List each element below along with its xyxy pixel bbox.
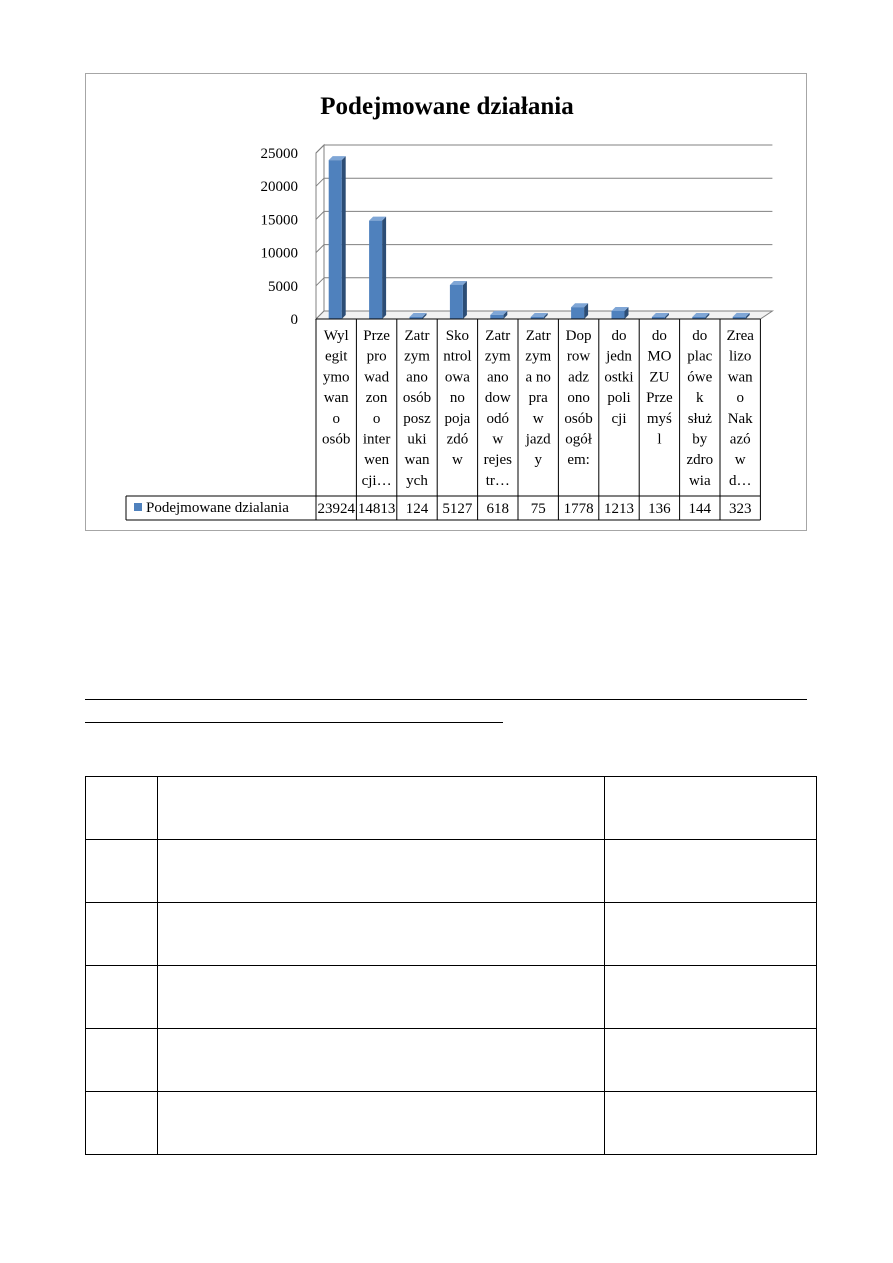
side-wall [316, 145, 324, 319]
category-label: no [449, 390, 465, 407]
category-label: lizo [728, 348, 752, 365]
data-value-label: 5127 [442, 501, 473, 517]
table-cell [86, 903, 158, 966]
data-value-label: 618 [486, 501, 510, 517]
category-label: by [692, 431, 708, 448]
category-label: ych [406, 472, 428, 489]
empty-table [85, 776, 817, 1155]
category-label: ano [406, 369, 428, 386]
category-label: ZU [649, 369, 670, 386]
table-row [86, 903, 817, 966]
category-label: uki [407, 431, 427, 448]
category-label: Wyl [323, 328, 349, 344]
category-label: zdó [446, 431, 469, 448]
table-cell [157, 903, 604, 966]
category-label: dow [484, 390, 511, 407]
category-label: w [734, 452, 746, 469]
category-label: d… [728, 472, 752, 489]
bar [571, 307, 584, 319]
table-cell [86, 777, 158, 840]
bar [450, 285, 463, 319]
table-cell [157, 777, 604, 840]
category-label: zon [365, 390, 388, 407]
category-label: em: [567, 452, 590, 469]
category-label: adz [568, 369, 590, 386]
category-label: w [532, 410, 544, 427]
category-label: ówe [687, 369, 713, 386]
category-label: ogół [565, 431, 592, 448]
category-label: Zatr [485, 328, 511, 344]
category-label: wan [404, 452, 430, 469]
category-label: wad [364, 369, 390, 386]
category-label: wen [364, 452, 390, 469]
table-cell [86, 1029, 158, 1092]
table-cell [605, 903, 817, 966]
category-label: wan [323, 390, 349, 407]
data-value-label: 75 [530, 501, 546, 517]
category-label: Zatr [404, 328, 430, 344]
category-label: l [657, 431, 662, 448]
data-value-label: 124 [405, 501, 429, 517]
y-tick-label: 10000 [260, 245, 298, 262]
bar-side [342, 156, 346, 319]
y-tick-label: 5000 [268, 278, 298, 295]
category-label: posz [403, 410, 431, 427]
data-value-label: 323 [728, 501, 752, 517]
category-label: jazd [525, 431, 551, 448]
category-label: o [372, 410, 381, 427]
category-label: rejes [483, 452, 512, 469]
category-label: w [451, 452, 463, 469]
category-label: poli [607, 390, 631, 407]
category-label: Prze [363, 328, 390, 344]
category-label: jedn [606, 348, 632, 365]
y-tick-label: 0 [290, 312, 298, 328]
category-label: k [696, 390, 704, 407]
category-label: Nak [727, 410, 753, 427]
category-label: ano [486, 369, 509, 386]
category-label: tr… [485, 472, 510, 489]
category-label: osób [564, 410, 593, 427]
category-label: Dop [565, 328, 592, 344]
category-label: do [692, 328, 708, 344]
table-cell [605, 966, 817, 1029]
category-label: Sko [445, 328, 470, 344]
category-label: do [651, 328, 667, 344]
table-cell [605, 1092, 817, 1155]
data-value-label: 1213 [604, 501, 634, 517]
category-label: zdro [686, 452, 714, 469]
legend-label: Podejmowane dzialania [146, 500, 289, 516]
bar-side [382, 217, 386, 319]
data-value-label: 136 [648, 501, 671, 517]
table-cell [86, 1092, 158, 1155]
category-label: Zrea [726, 328, 754, 344]
category-label: inter [362, 431, 391, 448]
category-label: zym [404, 348, 430, 365]
table-row [86, 840, 817, 903]
category-label: Prze [646, 390, 673, 407]
y-tick-label: 15000 [260, 212, 298, 229]
category-label: MO [647, 348, 672, 365]
category-label: do [611, 328, 627, 344]
category-label: o [736, 390, 744, 407]
bar [329, 160, 342, 319]
category-label: row [566, 348, 591, 365]
underline-rule-2 [85, 722, 503, 723]
category-label: owa [444, 369, 470, 386]
table-cell [605, 840, 817, 903]
table-row [86, 1092, 817, 1155]
category-label: ono [567, 390, 590, 407]
legend-swatch [134, 503, 142, 511]
category-label: zym [484, 348, 511, 365]
category-label: ymo [322, 369, 350, 386]
category-label: osób [402, 390, 432, 407]
table-row [86, 1029, 817, 1092]
chart-frame [85, 73, 807, 531]
category-label: Zatr [525, 328, 551, 344]
category-label: osób [322, 431, 351, 448]
category-label: odó [486, 410, 510, 427]
category-label: ntrol [443, 348, 472, 365]
category-label: pra [528, 390, 548, 407]
table-cell [605, 777, 817, 840]
category-label: o [332, 410, 340, 427]
category-label: pro [366, 348, 387, 365]
bar [490, 315, 503, 319]
category-label: azó [729, 431, 751, 448]
category-label: wia [688, 472, 711, 489]
y-tick-label: 25000 [260, 146, 298, 162]
category-label: y [534, 452, 542, 469]
chart-title: Podejmowane działania [320, 93, 574, 120]
data-value-label: 144 [688, 501, 712, 517]
category-label: a no [525, 369, 551, 386]
category-label: służ [687, 410, 712, 427]
data-value-label: 1778 [563, 501, 594, 517]
bar [612, 311, 625, 319]
bar-chart [86, 74, 808, 532]
category-label: zym [525, 348, 552, 365]
table-cell [157, 840, 604, 903]
bar-side [463, 281, 467, 319]
data-value-label: 14813 [357, 501, 396, 517]
table-cell [157, 1029, 604, 1092]
category-label: ostki [604, 369, 634, 386]
y-tick-label: 20000 [260, 179, 298, 196]
category-label: cji… [361, 472, 392, 489]
category-label: cji [611, 410, 627, 427]
category-label: egit [324, 348, 348, 365]
table-cell [86, 840, 158, 903]
category-label: plac [687, 348, 713, 365]
category-label: myś [646, 410, 672, 427]
table-cell [605, 1029, 817, 1092]
table-cell [86, 966, 158, 1029]
category-label: poja [444, 410, 471, 427]
category-label: wan [727, 369, 753, 386]
table-cell [157, 966, 604, 1029]
table-row [86, 777, 817, 840]
data-value-label: 23924 [317, 501, 355, 517]
underline-rule-1 [85, 699, 807, 700]
table-row [86, 966, 817, 1029]
table-cell [157, 1092, 604, 1155]
bar [369, 221, 382, 319]
category-label: w [492, 431, 504, 448]
